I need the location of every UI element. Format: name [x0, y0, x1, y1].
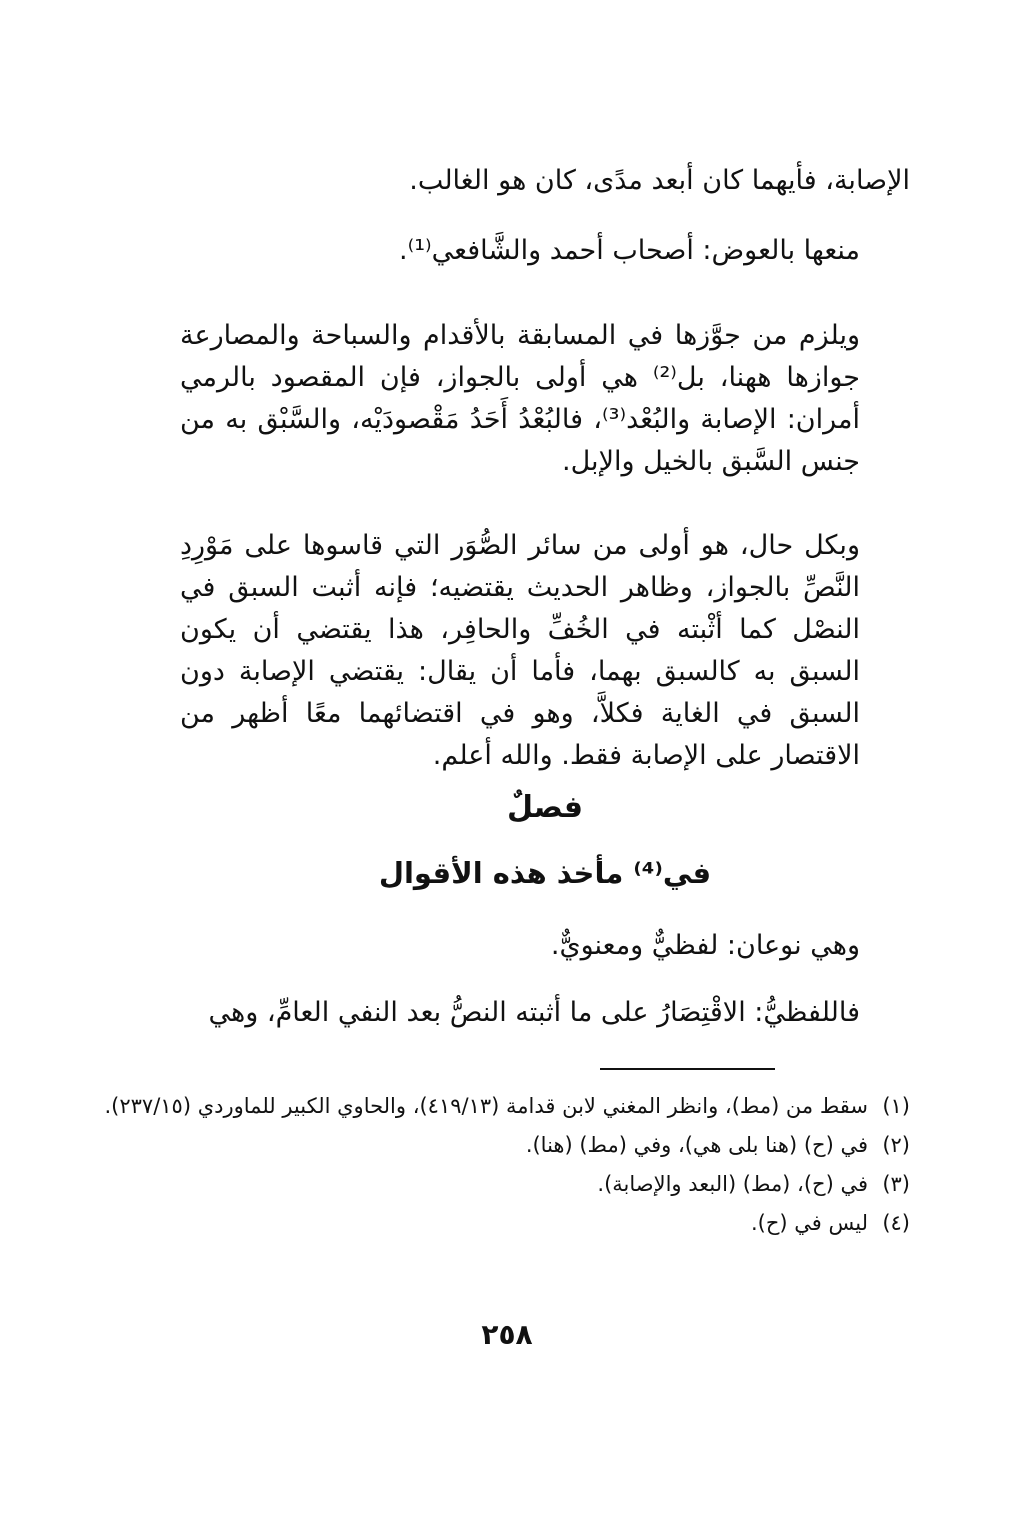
footnote-separator [600, 1068, 775, 1070]
footnotes-list [100, 1090, 910, 1246]
section-title: فصلٌ [507, 790, 583, 825]
paragraph-verbal: فاللفظيُّ: الاقْتِصَارُ على ما أثبته النصُّ بعد النفي العامِّ، وهي [208, 997, 860, 1028]
footnote-number: (٣) [882, 1172, 910, 1196]
paragraph-types: وهي نوعان: لفظيٌّ ومعنويٌّ. [550, 930, 860, 961]
section-subtitle: في⁽⁴⁾ مأخذ هذه الأقوال [378, 856, 712, 890]
footnote-number: (٢) [882, 1133, 910, 1157]
footnote-number: (٤) [882, 1211, 910, 1235]
paragraph-argument: وبكل حال، هو أولى من سائر الصُّوَر التي قاسوها على مَوْرِدِ النَّصِّ بالجواز، وظاهر الحديث يقتضيه؛ فإنه أثبت السبق في النصْل كما أثْبته في الخُفِّ والحافِر، هذا يقتضي أن يكون السبق به كالسبق بهما، فأما أن يقال: يقتضي الإصابة دون السبق في الغاية فكلاَّ، وهو في اقتضائهما معًا أظهر من الاقتصار على الإصابة فقط. والله أعلم. [180, 530, 860, 771]
paragraph-permission: ويلزم من جوَّزها في المسابقة بالأقدام والسباحة والمصارعة جوازها ههنا، بل⁽²⁾ هي أولى بالجواز، فإن المقصود بالرمي أمران: الإصابة والبُعْد⁽³⁾، فالبُعْدُ أَحَدُ مَقْصودَيْه، والسَّبْق به من جنس السَّبق بالخيل والإبل. [180, 320, 860, 477]
footnote-item [100, 1168, 910, 1201]
footnote-text: في (ح) (هنا بلى هي)، وفي (مط) (هنا). [525, 1133, 868, 1157]
footnote-text: سقط من (مط)، وانظر المغني لابن قدامة (٤١٩/١٣)، والحاوي الكبير للماوردي (٢٣٧/١٥). [104, 1094, 868, 1118]
footnote-text: في (ح)، (مط) (البعد والإصابة). [597, 1172, 868, 1196]
footnote-number: (١) [882, 1094, 910, 1118]
footnote-item [100, 1090, 910, 1123]
footnote-item [100, 1129, 910, 1162]
paragraph-continuation: الإصابة، فأيهما كان أبعد مدًى، كان هو الغالب. [409, 165, 910, 196]
footnote-text: ليس في (ح). [750, 1211, 868, 1235]
page-number: ٢٥٨ [481, 1318, 533, 1351]
paragraph-prohibition: منعها بالعوض: أصحاب أحمد والشَّافعي⁽¹⁾. [399, 235, 860, 266]
footnote-item [100, 1207, 910, 1240]
